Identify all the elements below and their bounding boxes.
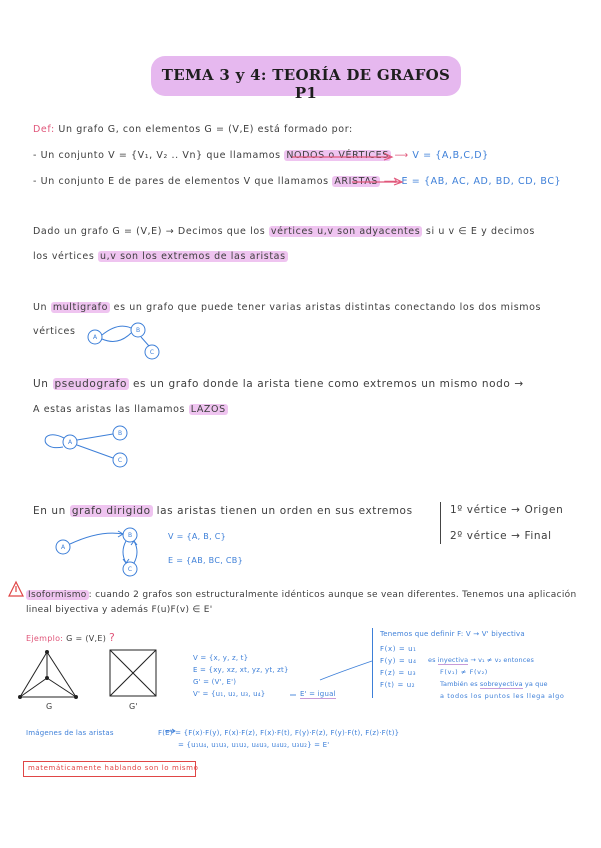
edges-text: - Un conjunto E de pares de elementos V que llamamos: [33, 176, 329, 187]
multi-text: es un grafo que puede tener varias aristas distintas conectando los dos mismos: [113, 302, 542, 313]
adj-text: los vértices: [33, 251, 95, 262]
adj-term: vértices u,v son adyacentes: [270, 226, 421, 237]
conclusion-text: matemáticamente hablando son lo mismo: [28, 764, 199, 772]
dir-text: En un: [33, 505, 66, 517]
def-text: Un grafo G, con elementos G = (V,E) está formado por:: [58, 124, 353, 135]
graph-g-diagram: [19, 651, 78, 699]
set-e2-text: E' = igual: [300, 690, 336, 698]
multigraph-diagram: [88, 323, 159, 359]
mapping-2: F(y) = u₄: [380, 657, 417, 665]
directed-label-b: B: [127, 532, 133, 539]
dir-text: las aristas tienen un orden en sus extremos: [156, 505, 413, 517]
example-graph: G = (V,E): [66, 634, 107, 643]
pseudo-text: Un: [33, 378, 49, 390]
multigraph-line-2: vértices: [33, 326, 76, 337]
arrow-icon: ⟶: [383, 176, 398, 187]
multigraph-label-a: A: [92, 334, 98, 341]
pseudograph-label-a: A: [67, 439, 73, 446]
directed-edge-set: E = {AB, BC, CB}: [168, 556, 243, 565]
iso-text: : cuando 2 grafos son estructuralmente idénticos aunque se vean diferentes. Tenemos una aplicación: [88, 590, 577, 600]
pseudograph-term: pseudografo: [54, 378, 127, 390]
set-g2: G' = (V', E'): [193, 678, 237, 686]
isomorphism-term: Isoformismo: [28, 590, 87, 600]
edge-images-label: Imágenes de las aristas: [26, 729, 114, 737]
graph-g2-label: G': [129, 702, 138, 711]
set-e: E = {xy, xz, xt, yz, yt, zt}: [193, 666, 289, 674]
isomorphism-line-2: lineal biyectiva y además F(u)F(v) ∈ E': [26, 605, 213, 615]
pseudo-text: es un grafo donde la arista tiene como extremos un mismo nodo →: [132, 378, 524, 390]
graph-g-label: G: [46, 702, 53, 711]
def-label: Def:: [33, 124, 55, 135]
mapping-1: F(x) = u₁: [380, 645, 417, 653]
edges-term: ARISTAS: [334, 176, 379, 187]
edges-set: E = {AB, AC, AD, BD, CD, BC}: [401, 176, 562, 187]
adj-text: Dado un grafo G = (V,E): [33, 226, 163, 237]
edge-images-1: F(E) = {F(x)·F(y), F(x)·F(z), F(x)·F(t), F(y)·F(z), F(y)·F(t), F(z)·F(t)}: [158, 729, 400, 737]
pseudograph-diagram: [45, 426, 127, 467]
mapping-4: F(t) = u₂: [380, 681, 416, 689]
adj-text: Decimos que los: [177, 226, 266, 237]
surjective-term: sobreyectiva: [479, 680, 523, 688]
question-mark: ?: [109, 631, 116, 644]
directed-term: grafo dirigido: [71, 505, 151, 517]
inj-text: → v₁ ≠ v₂ entonces: [470, 656, 534, 664]
edge-images-2: = {u₁u₄, u₁u₃, u₁u₂, u₄u₃, u₄u₂, u₃u₂} = E': [178, 741, 330, 749]
blue-arrows: [165, 661, 372, 733]
directed-vertex-set: V = {A, B, C}: [168, 532, 227, 541]
adj-text: si u v ∈ E y decimos: [425, 226, 535, 237]
graph-g2-diagram: [110, 650, 156, 696]
multi-text: Un: [33, 302, 48, 313]
directed-label-a: A: [60, 544, 66, 551]
page-title: TEMA 3 y 4: TEORÍA DE GRAFOS P1: [161, 66, 451, 102]
vertices-set: V = {A,B,C,D}: [412, 150, 489, 161]
directed-diagram: [56, 528, 137, 576]
final-note: 2º vértice → Final: [450, 530, 552, 542]
sob-text: ya que: [524, 680, 548, 688]
set-v2: V' = {u₁, u₂, u₃, u₄}: [193, 690, 266, 698]
multigraph-label-b: B: [135, 327, 141, 334]
pseudograph-label-c: C: [117, 457, 123, 464]
surjective-line-2: a todos los puntos les llega algo: [440, 692, 565, 700]
injective-line-2: F(v₁) ≠ F(v₂): [440, 668, 488, 676]
pink-arrows: [292, 153, 402, 185]
vertices-text: - Un conjunto V = {V₁, V₂ .. Vn} que llamamos: [33, 150, 281, 161]
multigraph-label-c: C: [149, 349, 155, 356]
multigraph-term: multigrafo: [52, 302, 109, 313]
pseudograph-label-b: B: [117, 430, 123, 437]
inj-text: es: [428, 656, 436, 664]
arrow-icon: ⟶: [394, 150, 409, 161]
bijection-title: Tenemos que definir F: V → V' biyectiva: [380, 630, 525, 638]
example-label: Ejemplo:: [26, 634, 64, 643]
injective-term: inyectiva: [437, 656, 469, 664]
vertices-term: NODOS o VÉRTICES: [286, 150, 389, 161]
pseudo-text: A estas aristas las llamamos: [33, 404, 186, 415]
arrow-icon: →: [165, 226, 175, 237]
adj-term: u,v son los extremos de las aristas: [100, 251, 286, 262]
set-v: V = {x, y, z, t}: [193, 654, 249, 662]
loops-term: LAZOS: [190, 404, 226, 415]
mapping-3: F(z) = u₃: [380, 669, 417, 677]
sob-text: También es: [440, 680, 478, 688]
origin-note: 1º vértice → Origen: [450, 504, 564, 516]
directed-label-c: C: [127, 566, 133, 573]
